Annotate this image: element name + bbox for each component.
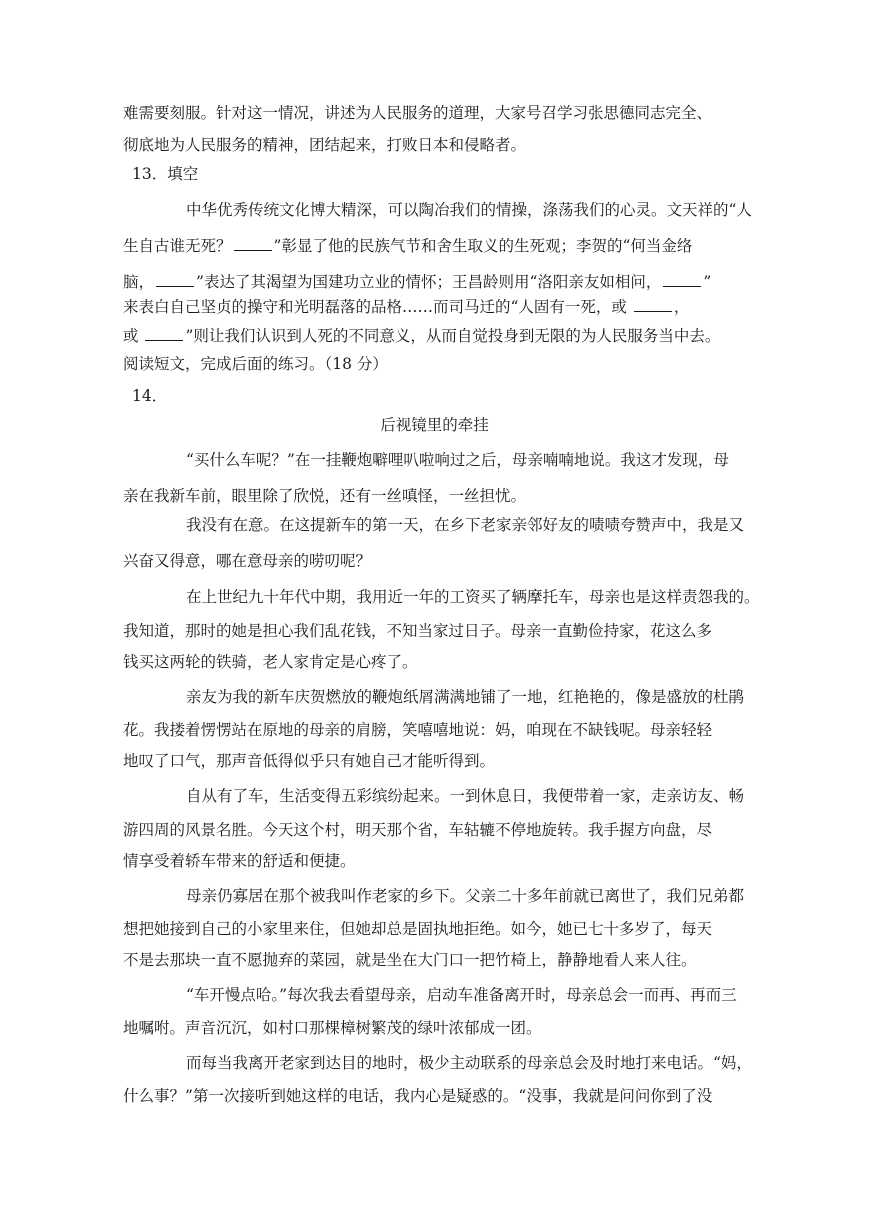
paragraph-line: 兴奋又得意，哪在意母亲的唠叨呢？ xyxy=(123,552,372,570)
question-14-number: 14． xyxy=(132,387,168,405)
paragraph-line: 而每当我离开老家到达目的地时，极少主动联系的母亲总会及时地打来电话。“妈， xyxy=(186,1054,752,1072)
paragraph-line: 不是去那块一直不愿抛弃的菜园，就是坐在大门口一把竹椅上，静静地看人来人往。 xyxy=(123,951,697,969)
paragraph-line: 彻底地为人民服务的精神，团结起来，打败日本和侵略者。 xyxy=(123,136,527,154)
article-title: 后视镜里的牵挂 xyxy=(380,416,489,434)
paragraph-line: 或 ”则让我们认识到人死的不同意义，从而自觉投身到无限的为人民服务当中去。 xyxy=(123,327,721,345)
paragraph-line: 脑， ”表达了其渴望为国建功立业的情怀；王昌龄则用“洛阳亲友如相问， ” xyxy=(123,273,712,291)
paragraph-line: 来表白自己坚贞的操守和光明磊落的品格……而司马迁的“人固有一死，或 ， xyxy=(123,298,690,316)
paragraph-line: 母亲仍寡居在那个被我叫作老家的乡下。父亲二十多年前就已离世了，我们兄弟都 xyxy=(186,887,745,905)
paragraph-line: 花。我搂着愣愣站在原地的母亲的肩膀，笑嘻嘻地说：妈，咱现在不缺钱呢。母亲轻轻 xyxy=(123,721,713,739)
fill-blank-2[interactable] xyxy=(156,272,194,287)
paragraph-line: 我知道，那时的她是担心我们乱花钱，不知当家过日子。母亲一直勤俭持家，花这么多 xyxy=(123,622,713,640)
paragraph-line: 阅读短文，完成后面的练习。（18 分） xyxy=(123,355,388,373)
fill-blank-3[interactable] xyxy=(663,272,701,287)
paragraph-line: 钱买这两轮的铁骑，老人家肯定是心疼了。 xyxy=(123,653,418,671)
paragraph-line: 什么事？”第一次接听到她这样的电话，我内心是疑惑的。“没事，我就是问问你到了没 xyxy=(123,1087,713,1105)
paragraph-line: 自从有了车，生活变得五彩缤纷起来。一到休息日，我便带着一家，走亲访友、畅 xyxy=(186,787,745,805)
paragraph-line: 亲友为我的新车庆贺燃放的鞭炮纸屑满满地铺了一地，红艳艳的，像是盛放的杜鹃 xyxy=(186,688,745,706)
fill-blank-5[interactable] xyxy=(145,326,183,341)
paragraph-line: “买什么车呢？”在一挂鞭炮噼哩叭啦响过之后，母亲喃喃地说。我这才发现，母 xyxy=(186,451,729,469)
paragraph-line: 中华优秀传统文化博大精深，可以陶冶我们的情操，涤荡我们的心灵。文天祥的“人 xyxy=(186,201,752,219)
question-13-number: 13．填空 xyxy=(132,165,199,183)
paragraph-line: 游四周的风景名胜。今天这个村，明天那个省，车轱辘不停地旋转。我手握方向盘，尽 xyxy=(123,821,713,839)
fill-blank-1[interactable] xyxy=(234,236,272,251)
paragraph-line: “车开慢点哈。”每次我去看望母亲，启动车准备离开时，母亲总会一而再、再而三 xyxy=(186,986,737,1004)
paragraph-line: 生自古谁无死？ ”彰显了他的民族气节和舍生取义的生死观；李贺的“何当金络 xyxy=(123,237,693,255)
paragraph-line: 我没有在意。在这提新车的第一天，在乡下老家亲邻好友的啧啧夸赞声中，我是又 xyxy=(186,516,745,534)
paragraph-line: 地嘱咐。声音沉沉，如村口那棵樟树繁茂的绿叶浓郁成一团。 xyxy=(123,1019,542,1037)
paragraph-line: 难需要刻服。针对这一情况，讲述为人民服务的道理，大家号召学习张思德同志完全、 xyxy=(123,104,713,122)
paragraph-line: 在上世纪九十年代中期，我用近一年的工资买了辆摩托车，母亲也是这样责怨我的。 xyxy=(186,588,760,606)
fill-blank-4[interactable] xyxy=(634,297,672,312)
paragraph-line: 情享受着轿车带来的舒适和便捷。 xyxy=(123,852,356,870)
paragraph-line: 想把她接到自己的小家里来住，但她却总是固执地拒绝。如今，她已七十多岁了，每天 xyxy=(123,920,713,938)
paragraph-line: 亲在我新车前，眼里除了欣悦，还有一丝嗔怪，一丝担忧。 xyxy=(123,487,527,505)
paragraph-line: 地叹了口气，那声音低得似乎只有她自己才能听得到。 xyxy=(123,752,496,770)
